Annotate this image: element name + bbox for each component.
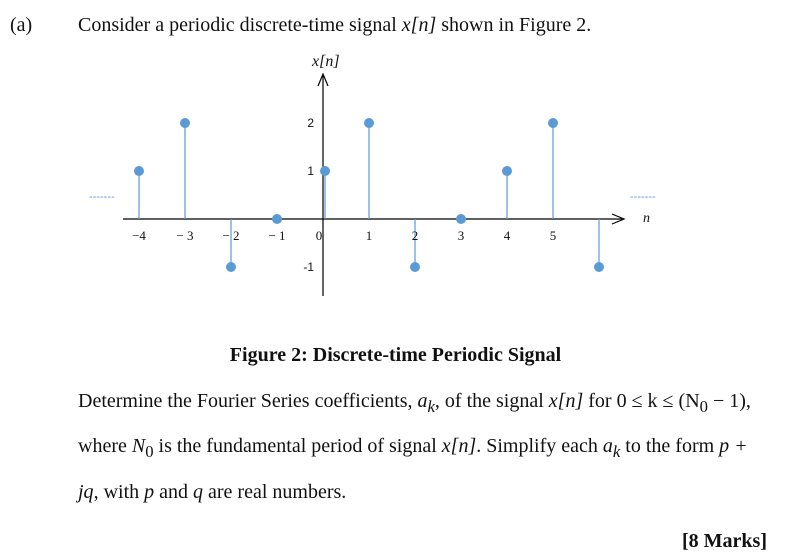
intro-suffix: shown in Figure 2. [441,14,592,36]
math-ak: a [602,435,613,457]
stem-point [320,166,330,176]
y-tick-label: 1 [307,164,314,178]
plot-stems [134,118,604,272]
right-continuation: ------- [630,191,656,203]
stem-point [180,118,190,128]
text-fragment: is the fundamental period of signal [158,435,437,457]
x-tick-label: − 3 [176,228,194,243]
math-range: 0 ≤ k ≤ (N [616,390,700,412]
y-tick-label: -1 [303,260,314,274]
math-jq: jq [78,481,94,503]
text-fragment: to the form [625,435,715,457]
y-tick-label: 2 [307,116,314,130]
x-tick-label: −4 [132,228,146,243]
x-tick-label: 4 [503,228,511,243]
left-continuation: ------- [89,191,115,203]
text-fragment: , of the signal [434,390,544,412]
stem-point [410,262,420,272]
math-N: N [131,435,146,457]
math-sub: 0 [699,397,708,416]
math-p: p [144,481,155,503]
text-fragment: . Simplify each [476,435,598,457]
intro-signal: x[n] [401,14,437,36]
x-tick-label: 2 [411,228,419,243]
text-fragment: for [588,390,612,412]
text-fragment: and [159,481,189,503]
text-fragment: are real numbers. [208,481,347,503]
x-tick-label: 0 [315,228,323,243]
figure-caption: Figure 2: Discrete-time Periodic Signal [229,344,562,366]
x-tick-label: − 2 [222,228,240,243]
stem-point [502,166,512,176]
intro-prefix: Consider a periodic discrete-time signal [78,14,397,36]
stem-point [364,118,374,128]
math-signal: x[n] [441,435,477,457]
y-axis-label: x[n] [312,53,340,70]
x-axis-label: n [643,211,650,226]
body-line-2 [78,435,748,462]
math-signal: x[n] [548,390,584,412]
math-sub: k [612,442,621,461]
stem-point [226,262,236,272]
body-line-1 [78,390,751,417]
math-sub: 0 [145,442,154,461]
stem-point [456,214,466,224]
math-p: p + [719,435,748,457]
text-fragment: where [78,435,127,457]
stem-point [134,166,144,176]
x-tick-label: − 1 [268,228,286,243]
text-fragment: , with [93,481,140,503]
x-tick-label: 5 [549,228,557,243]
math-range-end: − 1), [707,390,751,412]
question-label: (a) [10,14,33,36]
stem-point [594,262,604,272]
math-sub: k [427,397,435,416]
stem-point [272,214,282,224]
plot-labels [132,53,650,274]
x-tick-label: 3 [457,228,465,243]
text-fragment: Determine the Fourier Series coefficients, [78,390,413,412]
marks-label: [8 Marks] [682,530,767,552]
plot-axes [89,74,656,296]
math-ak: a [417,390,428,412]
stem-point [548,118,558,128]
x-tick-label: 1 [365,228,373,243]
math-q: q [193,481,204,503]
body-line-3 [78,481,346,504]
